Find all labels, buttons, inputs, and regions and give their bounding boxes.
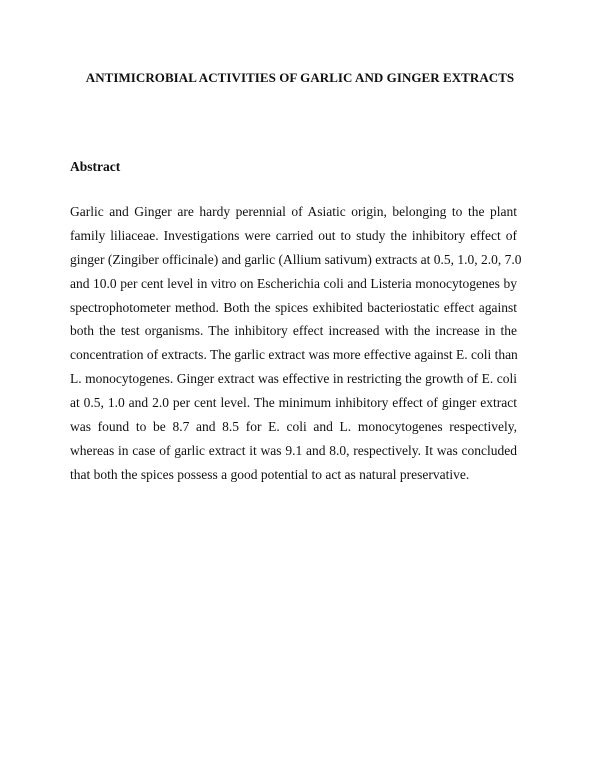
abstract-line: at 0.5, 1.0 and 2.0 per cent level. The minimum inhibitory effect of ginger extract	[70, 395, 517, 411]
abstract-line: spectrophotometer method. Both the spices exhibited bacteriostatic effect against	[70, 299, 517, 315]
abstract-line: family liliaceae. Investigations were carried out to study the inhibitory effect of	[70, 227, 517, 243]
abstract-line: concentration of extracts. The garlic extract was more effective against E. coli than	[70, 347, 518, 363]
abstract-line: whereas in case of garlic extract it was 9.1 and 8.0, respectively. It was concluded	[70, 442, 517, 458]
abstract-line: both the test organisms. The inhibitory effect increased with the increase in the	[70, 323, 517, 339]
abstract-line: was found to be 8.7 and 8.5 for E. coli and L. monocytogenes respectively,	[70, 419, 517, 435]
abstract-heading: Abstract	[70, 159, 121, 174]
document-title: ANTIMICROBIAL ACTIVITIES OF GARLIC AND GINGER EXTRACTS	[85, 70, 515, 85]
abstract-line: ginger (Zingiber officinale) and garlic (Allium sativum) extracts at 0.5, 1.0, 2.0, 7.0	[70, 251, 522, 267]
abstract-body	[70, 200, 522, 487]
abstract-line: and 10.0 per cent level in vitro on Escherichia coli and Listeria monocytogenes by	[70, 275, 517, 291]
abstract-line: L. monocytogenes. Ginger extract was effective in restricting the growth of E. coli	[70, 371, 517, 387]
abstract-line: that both the spices possess a good potential to act as natural preservative.	[70, 466, 470, 482]
abstract-line: Garlic and Ginger are hardy perennial of Asiatic origin, belonging to the plant	[70, 204, 517, 219]
